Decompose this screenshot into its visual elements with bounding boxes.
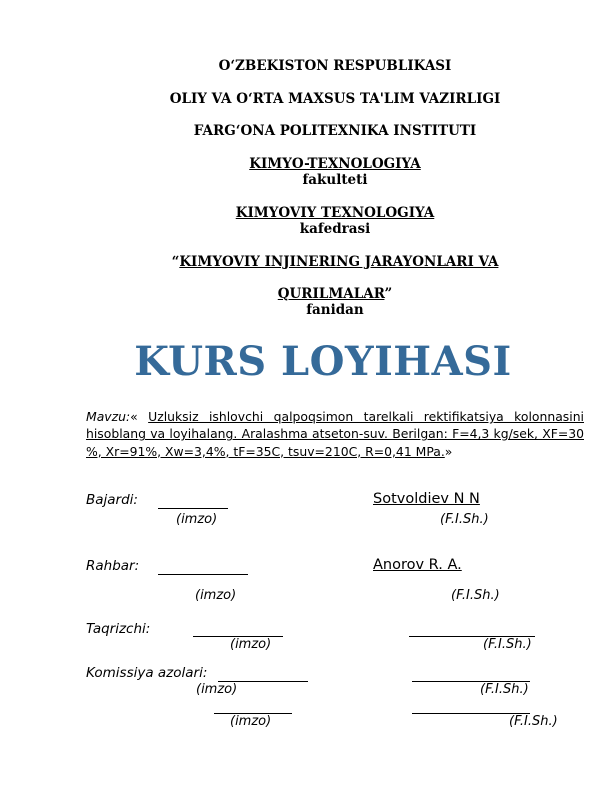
header-institute: FARG‘ONA POLITEXNIKA INSTITUTI xyxy=(193,123,477,139)
subject-line-2-text: QURILMALAR xyxy=(277,286,385,302)
topic-close-quote: » xyxy=(444,443,453,459)
department-name xyxy=(0,205,612,221)
komissiya-label: Komissiya azolari: xyxy=(86,665,208,681)
topic-text: Uzluksiz ishlovchi qalpoqsimon tarelkali rektifikatsiya kolonnasini hisoblang va loyihalang. Aralashma atseton-suv. Berilgan: F=4,3 kg/sek, XF=30 %, Xr=91%, Xw=3,4%, tF=35C, tsuv=210C, R=0,41 MPa. xyxy=(86,409,584,459)
komissiya-fish-caption-1: (F.I.Sh.) xyxy=(480,682,529,697)
komissiya-fish-caption-2: (F.I.Sh.) xyxy=(509,714,558,729)
faculty-name-text: KIMYO-TEXNOLOGIYA xyxy=(249,156,421,172)
topic-open-quote: « xyxy=(130,409,149,424)
bajardi-imzo-caption: (imzo) xyxy=(176,512,218,527)
subject-open-quote: “ xyxy=(171,254,180,270)
bajardi-fish-caption: (F.I.Sh.) xyxy=(440,512,489,527)
bajardi-signature-line xyxy=(158,508,228,509)
taqrizchi-fish-caption: (F.I.Sh.) xyxy=(483,637,532,652)
rahbar-imzo-caption: (imzo) xyxy=(195,588,237,603)
subject-line-1-text: KIMYOVIY INJINERING JARAYONLARI VA xyxy=(179,254,499,270)
department-word: kafedrasi xyxy=(299,221,371,237)
rahbar-signature-line xyxy=(158,574,248,575)
subject-line-1 xyxy=(0,254,612,270)
header-ministry: OLIY VA O‘RTA MAXSUS TA'LIM VAZIRLIGI xyxy=(169,91,501,107)
taqrizchi-label: Taqrizchi: xyxy=(86,621,151,637)
department-name-text: KIMYOVIY TEXNOLOGIYA xyxy=(235,205,435,221)
subject-close-quote: ” xyxy=(384,286,393,302)
faculty-name xyxy=(0,156,612,172)
rahbar-fish-caption: (F.I.Sh.) xyxy=(451,588,500,603)
topic-paragraph xyxy=(86,408,584,460)
topic-label: Mavzu: xyxy=(86,409,131,424)
header-republic: O‘ZBEKISTON RESPUBLIKASI xyxy=(218,58,452,74)
komissiya-imzo-caption-1: (imzo) xyxy=(196,682,238,697)
komissiya-imzo-caption-2: (imzo) xyxy=(230,714,272,729)
rahbar-name: Anorov R. A. xyxy=(373,557,462,573)
rahbar-label: Rahbar: xyxy=(86,558,140,574)
subject-word: fanidan xyxy=(306,302,364,318)
taqrizchi-imzo-caption: (imzo) xyxy=(230,637,272,652)
faculty-word: fakulteti xyxy=(302,172,368,188)
bajardi-name: Sotvoldiev N N xyxy=(373,491,480,507)
bajardi-label: Bajardi: xyxy=(86,492,138,508)
page-title: KURS LOYIHASI xyxy=(134,338,512,385)
subject-line-2 xyxy=(0,286,612,302)
